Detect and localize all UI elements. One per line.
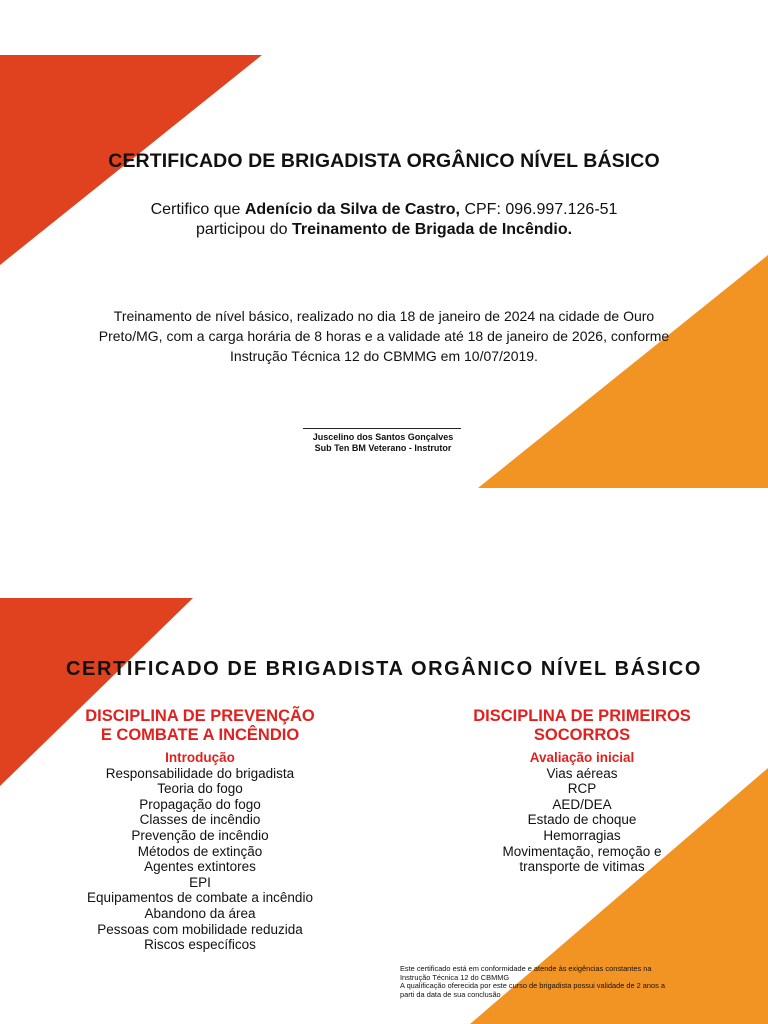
topic-subheading: Introdução (165, 750, 235, 765)
topic-item: Pessoas com mobilidade reduzida (97, 921, 303, 937)
signature-line (303, 428, 461, 429)
certification-line-2 (0, 220, 768, 240)
topic-item: Abandono da área (144, 905, 256, 921)
signatory-role: Sub Ten BM Veterano - Instrutor (314, 443, 452, 453)
first-aid-topics-list (432, 750, 732, 875)
footnote-line: A qualificação oferecida por este curso de brigadista possui validade de 2 anos a (400, 981, 666, 991)
certificate-title: CERTIFICADO DE BRIGADISTA ORGÂNICO NÍVEL BÁSICO (108, 150, 660, 172)
certification-line-1 (0, 200, 768, 220)
topic-item: Riscos específicos (144, 937, 256, 953)
footnote-line: Instrução Técnica 12 do CBMMG (400, 972, 510, 982)
prevention-discipline-heading (60, 707, 340, 745)
topic-item: Vias aéreas (546, 765, 618, 781)
heading-line: DISCIPLINA DE PREVENÇÃO (85, 707, 315, 725)
cert-prefix: Certifico que (150, 201, 245, 218)
topic-item: Movimentação, remoção e (502, 843, 662, 859)
footnote-line: parti da data de sua conclusão (400, 989, 501, 999)
topic-item: AED/DEA (552, 796, 612, 812)
participated-text: participou do (195, 221, 292, 238)
heading-line: E COMBATE A INCÊNDIO (100, 726, 300, 744)
topic-item: EPI (189, 874, 211, 890)
first-aid-discipline-heading (432, 707, 732, 745)
topic-item: Prevenção de incêndio (131, 827, 269, 843)
recipient-name: Adenício da Silva de Castro, (244, 201, 460, 218)
back-title: CERTIFICADO DE BRIGADISTA ORGÂNICO NÍVEL BÁSICO (66, 658, 702, 680)
topic-item: Teoria do fogo (157, 781, 243, 797)
topic-item: Métodos de extinção (137, 843, 263, 859)
topic-item: Equipamentos de combate a incêndio (87, 890, 313, 906)
signatory-name: Juscelino dos Santos Gonçalves (312, 432, 454, 442)
training-name: Treinamento de Brigada de Incêndio. (292, 221, 573, 238)
topic-item: Estado de choque (527, 812, 637, 828)
prevention-topics-list (50, 750, 350, 953)
topic-item: Hemorragias (543, 827, 621, 843)
compliance-footnote (400, 965, 740, 999)
topic-subheading: Avaliação inicial (529, 750, 635, 765)
heading-line: SOCORROS (533, 726, 631, 744)
topic-item: Responsabilidade do brigadista (105, 765, 295, 781)
certificate-back (0, 560, 768, 1024)
certification-statement (0, 200, 768, 240)
topic-item: RCP (567, 781, 597, 797)
topic-item: Classes de incêndio (139, 812, 261, 828)
right-triangle (478, 255, 768, 488)
topic-item: transporte de vitimas (519, 859, 645, 875)
heading-line: DISCIPLINA DE PRIMEIROS (473, 707, 691, 725)
topic-item: Propagação do fogo (139, 796, 261, 812)
topic-item: Agentes extintores (144, 859, 256, 875)
training-description: Treinamento de nível básico, realizado no dia 18 de janeiro de 2024 na cidade de Ouro Preto/MG, com a carga horária de 8 horas e a validade até 18 de janeiro de 2026, conforme Instrução Técnica 12 do CBMMG em 10/07/2019. (98, 308, 670, 364)
recipient-cpf: CPF: 096.997.126-51 (460, 201, 618, 218)
footnote-line: Este certificado está em conformidade e atende às exigências constantes na (400, 964, 652, 973)
